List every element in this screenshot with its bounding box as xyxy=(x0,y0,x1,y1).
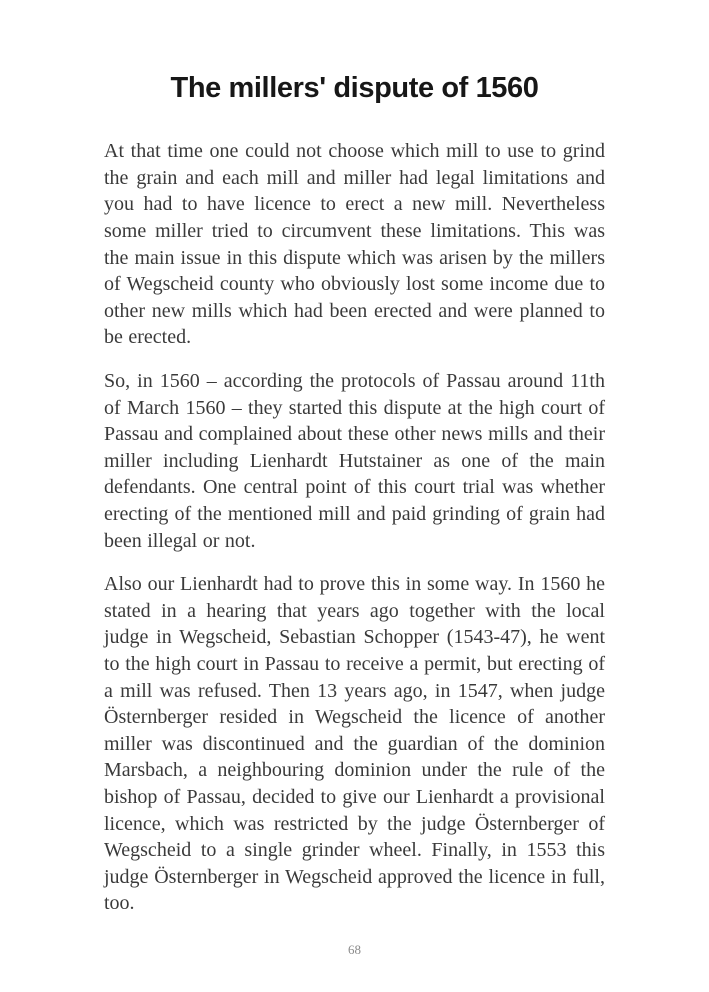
page-title: The millers' dispute of 1560 xyxy=(170,72,539,104)
paragraph-dispute-1560-court: So, in 1560 – according the protocols of Passau around 11th of March 1560 – they started this dispute at the high court of Passau and complained about these other news mills and their miller including Lienhardt Hutstainer as one of the main defendants. One central point of this court trial was whether erecting of the mentioned mill and paid grinding of grain had been illegal or not. xyxy=(104,370,605,552)
page-number: 68 xyxy=(348,942,361,957)
paragraph-lienhardt-licence-history: Also our Lienhardt had to prove this in some way. In 1560 he stated in a hearing that years ago together with the local judge in Wegscheid, Sebastian Schopper (1543-47), he went to the high court in Passau to receive a permit, but erecting of a mill was refused. Then 13 years ago, in 1547, when judge Östernberger resided in Wegscheid the licence of another miller was discontinued and the guardian of the dominion Marsbach, a neighbouring dominion under the rule of the bishop of Passau, decided to give our Lienhardt a provisional licence, which was restricted by the judge Östernberger of Wegscheid to a single grinder wheel. Finally, in 1553 this judge Östernberger in Wegscheid approved the licence in full, too. xyxy=(104,573,605,915)
paragraph-intro-mill-limitations: At that time one could not choose which mill to use to grind the grain and each mill and miller had legal limitations and you had to have licence to erect a new mill. Nevertheless some miller tried to circumvent these limitations. This was the main issue in this dispute which was arisen by the millers of Wegscheid county who obviously lost some income due to other new mills which had been erected and were planned to be erected. xyxy=(104,140,605,349)
